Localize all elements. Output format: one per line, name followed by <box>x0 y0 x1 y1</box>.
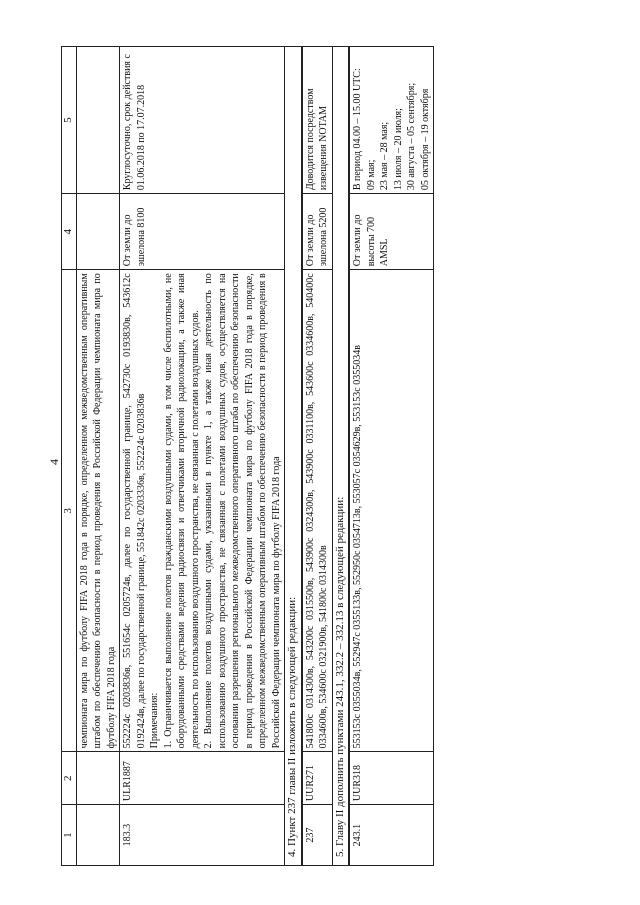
section-heading-row <box>285 47 302 866</box>
time-line: 13 июля – 20 июля; <box>392 108 404 191</box>
page-number: 4 <box>47 459 61 465</box>
zone-code: UUR318 <box>349 752 434 805</box>
header-cell: 3 <box>62 270 77 752</box>
note-1: 1. Ограничивается выполнение полетов гражданскими воздушными судами, в том числе беспилотными, не оборудованными средствами ведения радиосвязи и ответчиками вторичной радиолокации, а также иная деятельность по использованию воздушного пространства, не связанная с полетами воздушных судов. <box>162 273 201 749</box>
time-of-activity <box>349 47 434 194</box>
zone-code: ULR1887 <box>120 752 285 805</box>
coordinates: 552224с 0203836в, 551654с 0205724в, далее по государственной границе, 542730с 0193830в, 543612с 0192424в, далее по государственной границе, 551842с 0203336в, 552224с 0203836в <box>122 273 147 749</box>
table-header-row <box>62 47 77 866</box>
item-number: 183.3 <box>120 805 285 866</box>
note-2: 2. Выполнение полетов воздушными судами, указанными в пункте 1, а также иная деятельность по использованию воздушного пространства, не связанная с полетами воздушных судов, осуществляется на основании разрешения регионального межведомственного оперативного штаба по обеспечению безопасности в период проведения в Российской Федерации чемпионата мира по футболу FIFA 2018 года в порядке, определенном межведомственным оперативным штабом по обеспечению безопасности в период проведения в Российской Федерации чемпионата мира по футболу FIFA 2018 года <box>203 273 282 749</box>
section-heading: 4. Пункт 237 главы II изложить в следующей редакции: <box>285 47 302 866</box>
zone-code: UUR271 <box>302 752 333 805</box>
time-line: 23 мая – 28 мая; <box>379 121 390 191</box>
height-limits: От земли до высоты 700 AMSL <box>349 194 434 270</box>
time-of-activity: Доводится посредством извещения NOTAM <box>302 47 333 194</box>
table-row <box>302 47 333 866</box>
table-row <box>349 47 434 866</box>
section-heading: 5. Главу II дополнить пунктами 243.1, 332.2 – 332.13 в следующей редакции: <box>332 47 349 866</box>
time-line: 05 октября – 19 октября <box>419 88 431 191</box>
time-line: 09 мая; <box>365 159 377 191</box>
coordinates: 553153с 0355034в, 552947с 0355133в, 552950с 0354713в, 553057с 0354629в, 553153с 0355034в <box>349 270 434 752</box>
time-line: 30 августа – 05 сентября; <box>406 82 417 191</box>
description-cell <box>120 270 285 752</box>
header-cell: 2 <box>62 752 77 805</box>
item-number: 243.1 <box>349 805 434 866</box>
notes-heading: Примечания: <box>149 692 160 749</box>
item-number: 237 <box>302 805 333 866</box>
coordinates: 541800с 0314300в, 543200с 0315500в, 543900с 0324300в, 543900с 0331100в, 543600с 0334600в, 540400с 0334600в, 534600с 0321900в, 541800с 0314300в <box>302 270 333 752</box>
table-row <box>76 47 120 866</box>
header-cell: 5 <box>62 47 77 194</box>
description-cell: чемпионата мира по футболу FIFA 2018 года в порядке, определенном межведомственным оперативным штабом по обеспечению безопасности в период проведения в Российской Федерации чемпионата мира по футболу FIFA 2018 года <box>76 270 120 752</box>
airspace-table <box>61 46 434 866</box>
height-limits: От земли до эшелона 8100 <box>120 194 285 270</box>
time-line: В период 04.00 – 15.00 UTC: <box>352 68 363 191</box>
height-limits: От земли до эшелона 5200 <box>302 194 333 270</box>
section-heading-row <box>332 47 349 866</box>
time-of-activity: Круглосуточно, срок действия с 01.06.2018 по 17.07.2018 <box>120 47 285 194</box>
header-cell: 1 <box>62 805 77 866</box>
header-cell: 4 <box>62 194 77 270</box>
table-row <box>120 47 285 866</box>
